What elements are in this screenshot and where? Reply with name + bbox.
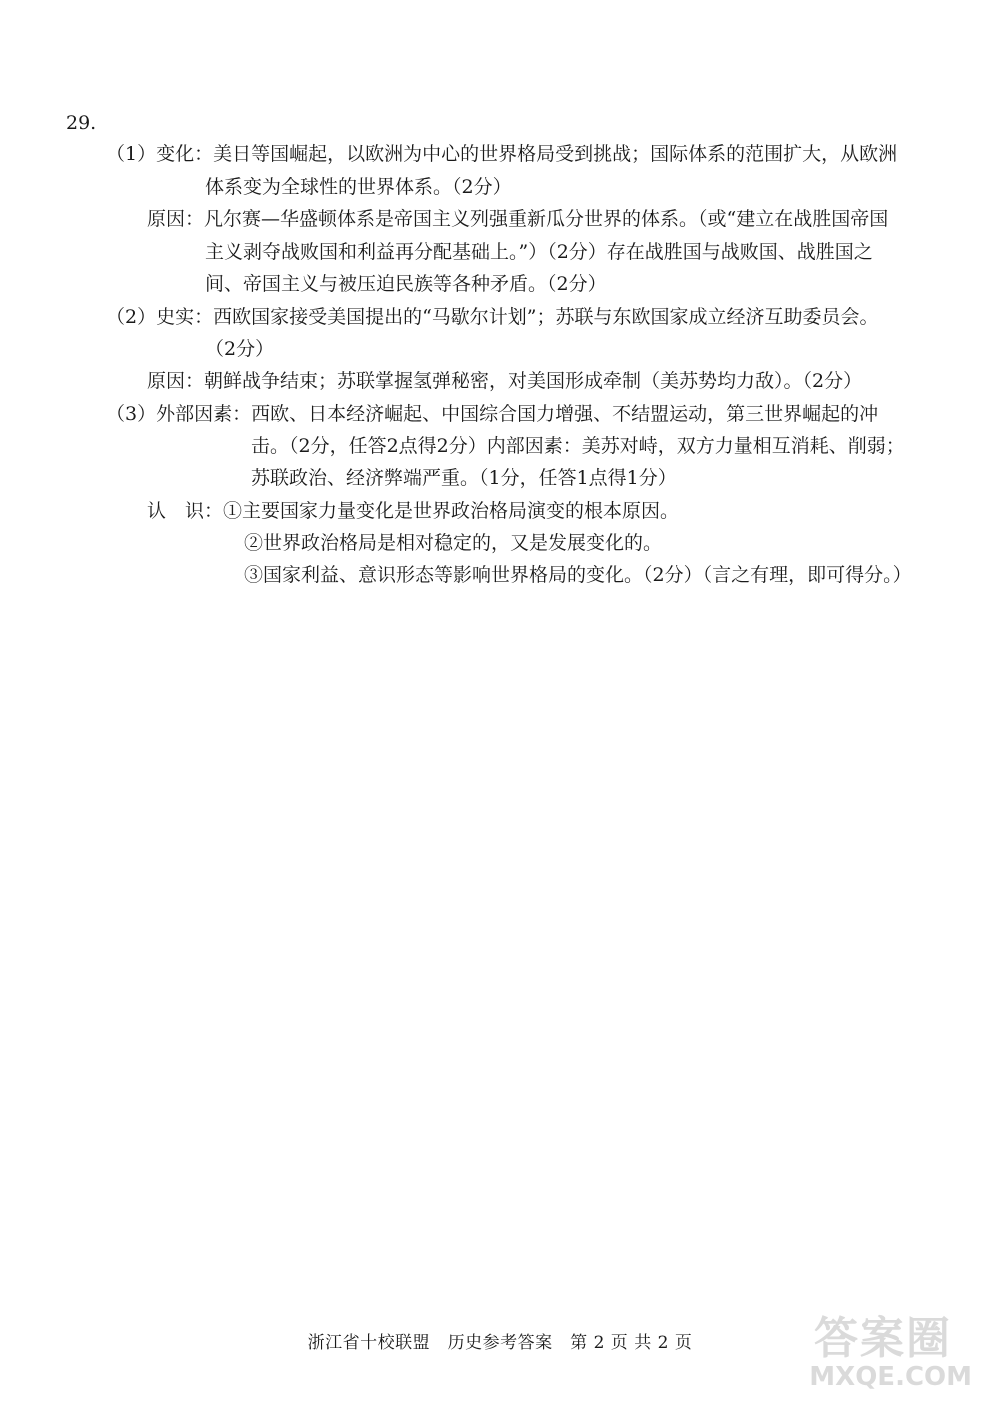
site-logo xyxy=(802,1302,972,1392)
faint-watermark xyxy=(351,600,669,839)
page-footer: 浙江省十校联盟 历史参考答案 第 2 页 共 2 页 xyxy=(307,1333,693,1353)
logo-en-text: MXQE.COM xyxy=(809,1362,972,1392)
answer-line-3-understanding-2: ②世界政治格局是相对稳定的，又是发展变化的。 xyxy=(244,532,663,554)
answer-line-1-reason-cont-2: 间、帝国主义与被压迫民族等各种矛盾。（2分） xyxy=(205,273,607,295)
answer-line-3-understanding-1: 认 识：①主要国家力量变化是世界政治格局演变的根本原因。 xyxy=(147,500,680,522)
answer-line-1-1-change-cont: 体系变为全球性的世界体系。（2分） xyxy=(205,176,512,198)
answer-line-1-1-change: （1）变化：美日等国崛起，以欧洲为中心的世界格局受到挑战；国际体系的范围扩大，从欧洲 xyxy=(106,143,898,165)
answer-line-1-reason-cont-1: 主义剥夺战败国和利益再分配基础上。”）（2分）存在战胜国与战败国、战胜国之 xyxy=(205,241,873,263)
answer-line-2-reason: 原因：朝鲜战争结束；苏联掌握氢弹秘密，对美国形成牵制（美苏势均力敌）。（2分） xyxy=(147,370,863,392)
answer-line-2-fact-cont: （2分） xyxy=(205,338,275,360)
answer-line-3-external: （3）外部因素：西欧、日本经济崛起、中国综合国力增强、不结盟运动，第三世界崛起的冲 xyxy=(106,403,879,425)
answer-line-3-internal-cont: 苏联政治、经济弊端严重。（1分，任答1点得1分） xyxy=(251,467,677,489)
answer-line-2-fact: （2）史实：西欧国家接受美国提出的“马歇尔计划”；苏联与东欧国家成立经济互助委员会。 xyxy=(106,306,879,328)
logo-cn-text: 答案圈 xyxy=(814,1313,952,1364)
answer-line-1-reason: 原因：凡尔赛—华盛顿体系是帝国主义列强重新瓜分世界的体系。（或“建立在战胜国帝国 xyxy=(147,208,889,230)
question-number: 29. xyxy=(66,112,97,134)
answer-line-3-external-cont: 击。（2分，任答2点得2分）内部因素：美苏对峙，双方力量相互消耗、削弱； xyxy=(251,435,905,457)
answer-line-3-understanding-3: ③国家利益、意识形态等影响世界格局的变化。（2分）（言之有理，即可得分。） xyxy=(244,564,912,586)
